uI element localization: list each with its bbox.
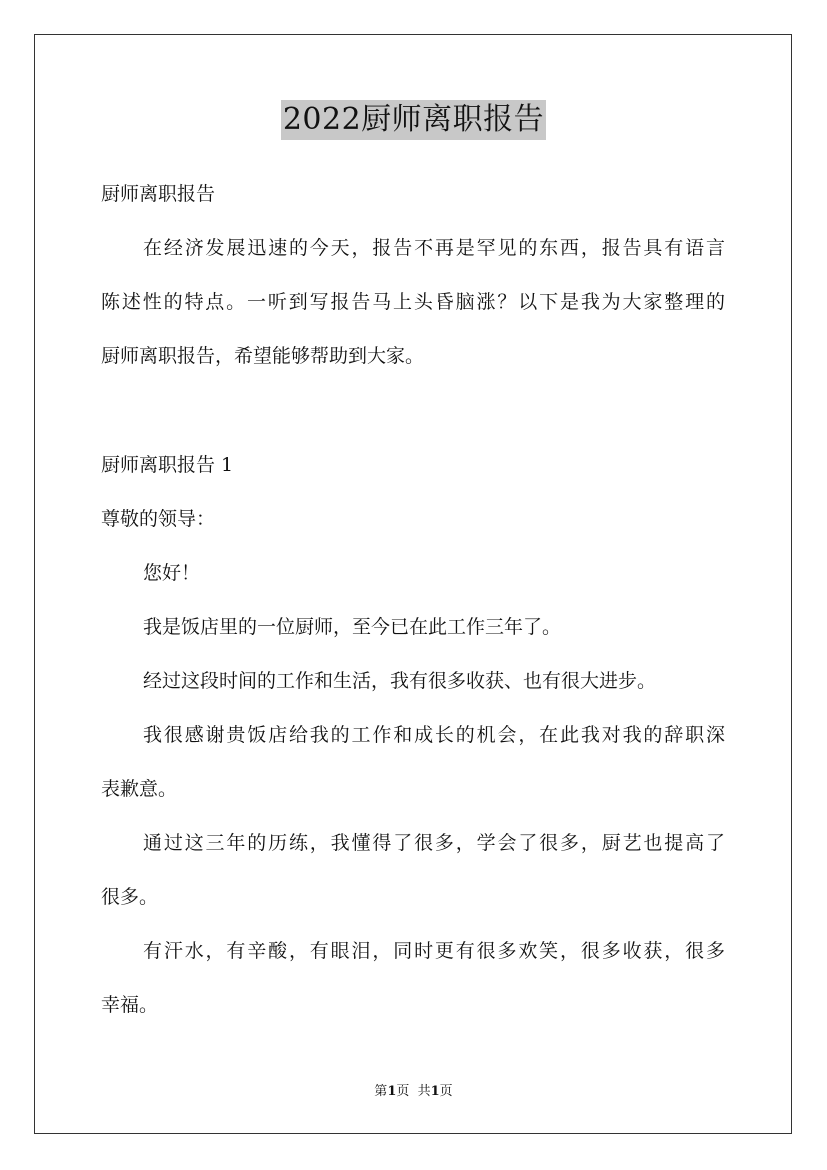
title-container: [0, 100, 827, 140]
intro-line: 在经济发展迅速的今天，报告不再是罕见的东西，报告具有语言: [143, 237, 725, 259]
body-paragraph: 通过这三年的历练，我懂得了很多，学会了很多，厨艺也提高了: [143, 832, 725, 854]
body-paragraph: 有汗水，有辛酸，有眼泪，同时更有很多欢笑，很多收获，很多: [143, 940, 725, 962]
intro-heading: 厨师离职报告: [101, 183, 216, 205]
body-paragraph-continued: 表歉意。: [101, 778, 178, 800]
body-paragraph: 我很感谢贵饭店给我的工作和成长的机会，在此我对我的辞职深: [143, 724, 725, 746]
intro-line: 厨师离职报告，希望能够帮助到大家。: [101, 345, 425, 367]
page-footer: [0, 1083, 827, 1101]
document-title: 2022厨师离职报告: [281, 100, 546, 140]
section-heading: 厨师离职报告 1: [101, 454, 234, 476]
body-paragraph: 经过这段时间的工作和生活，我有很多收获、也有很大进步。: [143, 670, 657, 692]
footer-page-current: 1: [387, 1084, 397, 1099]
intro-line: 陈述性的特点。一听到写报告马上头昏脑涨？以下是我为大家整理的: [101, 291, 725, 313]
body-paragraph-continued: 幸福。: [101, 994, 159, 1016]
footer-page-suffix: 页: [439, 1084, 453, 1099]
salutation: 尊敬的领导：: [101, 508, 216, 530]
greeting: 您好！: [143, 562, 201, 584]
body-paragraph: 我是饭店里的一位厨师，至今已在此工作三年了。: [143, 616, 562, 638]
footer-page-mid: 页 共: [396, 1084, 431, 1099]
footer-page-prefix: 第: [374, 1084, 388, 1099]
footer-page-total: 1: [430, 1084, 440, 1099]
body-paragraph-continued: 很多。: [101, 886, 159, 908]
